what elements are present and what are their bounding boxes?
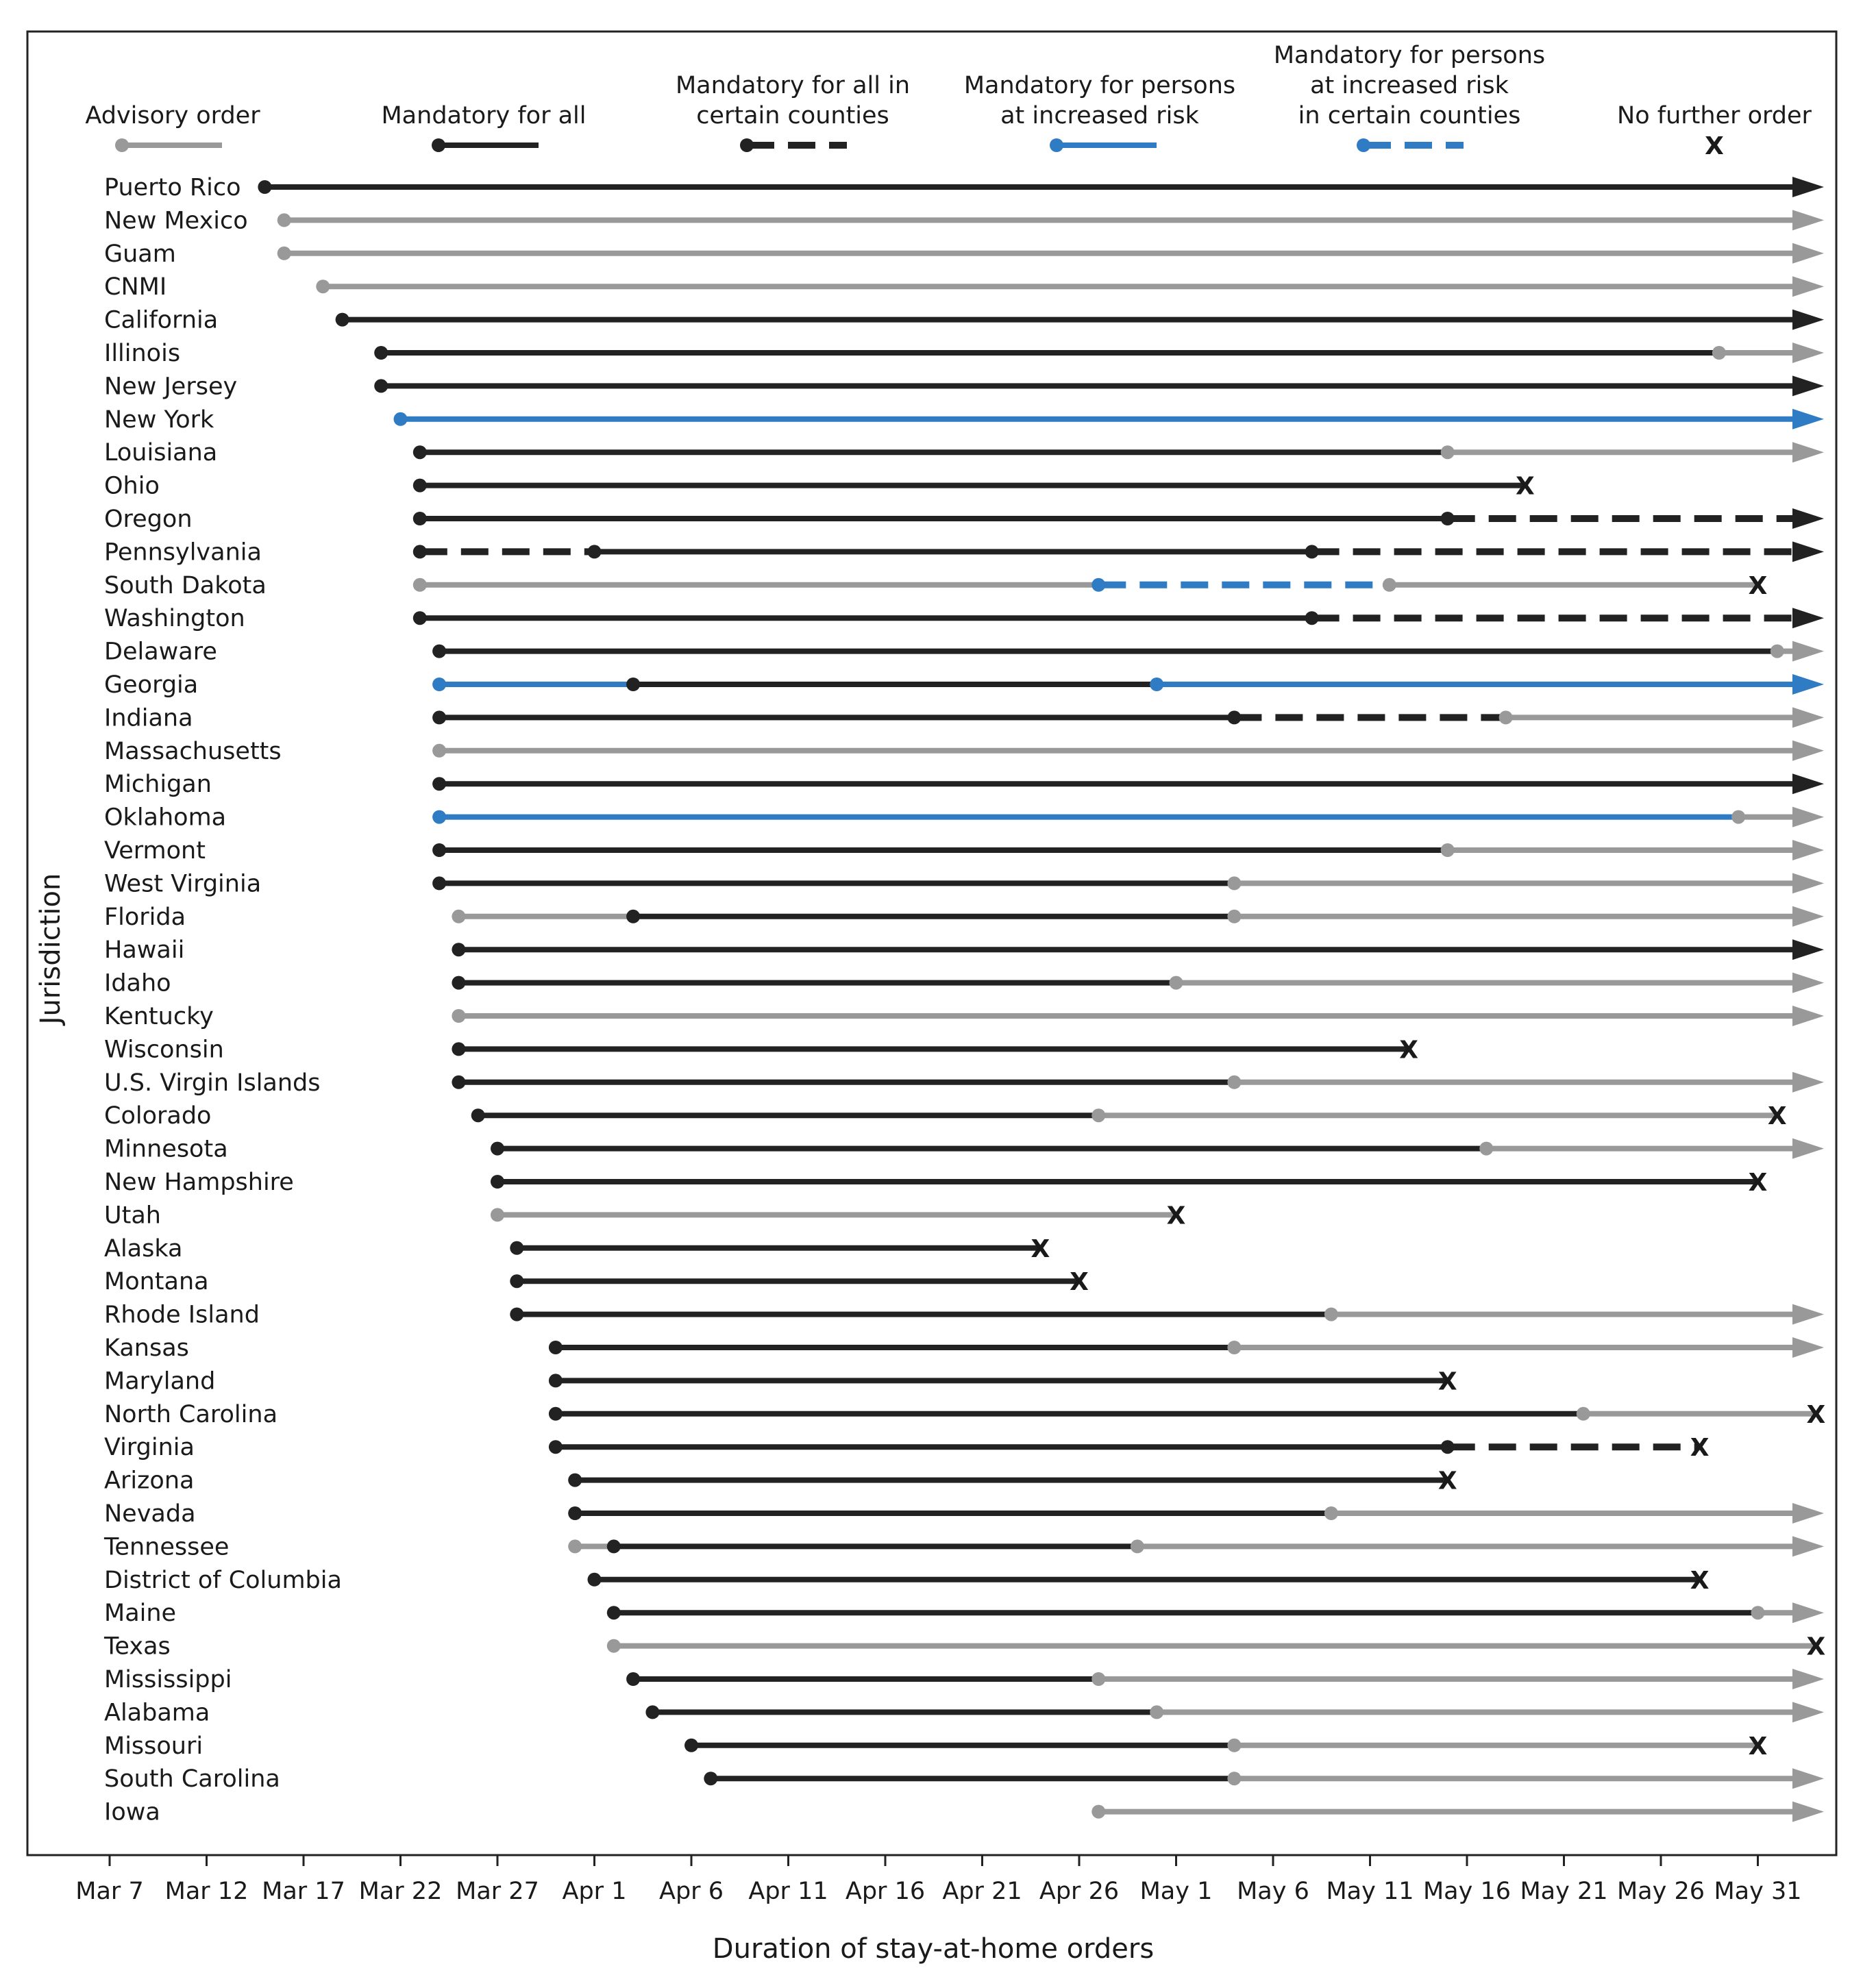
- order-start-dot: [568, 1506, 582, 1520]
- order-start-dot: [1227, 1076, 1241, 1089]
- ongoing-arrow: [1792, 375, 1824, 396]
- row-label: Indiana: [104, 704, 193, 732]
- order-start-dot: [491, 1208, 504, 1221]
- order-start-dot: [1227, 910, 1241, 923]
- row-label: Delaware: [104, 638, 217, 666]
- ongoing-arrow: [1792, 973, 1824, 993]
- ongoing-arrow: [1792, 840, 1824, 860]
- row-montana: [104, 1268, 1089, 1296]
- row-label: Pennsylvania: [104, 538, 262, 567]
- row-label: Rhode Island: [104, 1301, 260, 1329]
- end-x-mark: X: [1399, 1036, 1418, 1065]
- order-start-dot: [607, 1606, 621, 1619]
- row-alaska: [104, 1235, 1050, 1263]
- order-start-dot: [413, 445, 427, 459]
- order-start-dot: [549, 1341, 563, 1354]
- row-label: Wisconsin: [104, 1036, 224, 1064]
- row-west-virginia: [104, 870, 1824, 897]
- row-label: West Virginia: [104, 870, 262, 898]
- legend-swatch-dot: [1050, 138, 1063, 152]
- end-x-mark: X: [1767, 1102, 1787, 1131]
- row-minnesota: [104, 1136, 1824, 1163]
- order-start-dot: [471, 1108, 485, 1122]
- order-start-dot: [1441, 843, 1455, 857]
- row-label: Maryland: [104, 1367, 216, 1395]
- timeline-rows: [103, 174, 1826, 1826]
- ongoing-arrow: [1792, 939, 1824, 960]
- x-tick-label: May 6: [1237, 1878, 1309, 1905]
- ongoing-arrow: [1792, 310, 1824, 330]
- order-start-dot: [1131, 1539, 1144, 1553]
- order-start-dot: [510, 1241, 523, 1255]
- order-start-dot: [1091, 1672, 1105, 1686]
- row-mississippi: [104, 1666, 1824, 1693]
- ongoing-arrow: [1792, 541, 1824, 562]
- row-new-jersey: [104, 373, 1824, 400]
- row-label: Puerto Rico: [104, 174, 241, 201]
- order-start-dot: [491, 1142, 504, 1156]
- order-start-dot: [549, 1374, 563, 1387]
- order-start-dot: [1150, 678, 1163, 691]
- row-indiana: [104, 704, 1824, 732]
- row-michigan: [104, 771, 1824, 798]
- order-start-dot: [1771, 645, 1784, 658]
- order-start-dot: [1324, 1308, 1338, 1321]
- legend-swatch-x-mark: X: [1705, 132, 1724, 160]
- end-x-mark: X: [1748, 571, 1768, 600]
- row-new-mexico: [104, 207, 1824, 234]
- row-oregon: [104, 506, 1824, 533]
- order-start-dot: [684, 1739, 698, 1752]
- row-label: Massachusetts: [104, 737, 282, 765]
- order-start-dot: [645, 1705, 659, 1719]
- row-california: [104, 307, 1824, 334]
- row-label: Virginia: [104, 1434, 195, 1462]
- row-maine: [104, 1600, 1824, 1627]
- row-label: Oklahoma: [104, 804, 227, 832]
- end-x-mark: X: [1438, 1467, 1457, 1495]
- end-x-mark: X: [1748, 1732, 1768, 1761]
- ongoing-arrow: [1792, 177, 1824, 197]
- end-x-mark: X: [1748, 1169, 1768, 1197]
- row-south-carolina: [104, 1765, 1824, 1793]
- order-start-dot: [432, 710, 446, 724]
- row-label: Iowa: [104, 1798, 160, 1826]
- x-tick-label: May 21: [1520, 1878, 1608, 1905]
- legend-label: in certain counties: [1298, 102, 1521, 129]
- order-start-dot: [549, 1407, 563, 1421]
- row-label: Maine: [104, 1600, 177, 1628]
- row-texas: [103, 1633, 1826, 1661]
- order-start-dot: [491, 1175, 504, 1189]
- x-tick-label: May 31: [1714, 1878, 1802, 1905]
- legend-label: Advisory order: [85, 102, 260, 129]
- order-start-dot: [277, 213, 291, 227]
- row-delaware: [104, 638, 1824, 666]
- order-start-dot: [588, 1573, 602, 1587]
- legend-label: No further order: [1617, 102, 1812, 129]
- order-start-dot: [1227, 1341, 1241, 1354]
- order-start-dot: [432, 777, 446, 791]
- row-puerto-rico: [104, 174, 1824, 201]
- row-district-of-columbia: [104, 1567, 1710, 1595]
- order-start-dot: [413, 611, 427, 625]
- ongoing-arrow: [1792, 1304, 1824, 1325]
- order-start-dot: [277, 247, 291, 260]
- row-label: California: [104, 306, 219, 334]
- x-tick-label: Mar 12: [164, 1878, 249, 1905]
- legend-item-none: [1617, 102, 1812, 160]
- ongoing-arrow: [1792, 707, 1824, 728]
- row-label: Oregon: [104, 506, 193, 533]
- legend-label: Mandatory for persons: [963, 72, 1236, 99]
- order-start-dot: [1091, 1108, 1105, 1122]
- order-start-dot: [1305, 545, 1319, 558]
- x-tick-label: Apr 6: [659, 1878, 724, 1905]
- ongoing-arrow: [1792, 1669, 1824, 1689]
- end-x-mark: X: [1690, 1566, 1710, 1595]
- ongoing-arrow: [1792, 442, 1824, 462]
- order-start-dot: [588, 545, 602, 558]
- x-tick-label: Apr 21: [942, 1878, 1022, 1905]
- order-start-dot: [413, 545, 427, 558]
- order-start-dot: [1227, 710, 1241, 724]
- order-start-dot: [452, 976, 465, 990]
- row-idaho: [104, 970, 1824, 997]
- row-label: Alabama: [104, 1699, 210, 1727]
- row-label: Washington: [104, 605, 245, 633]
- order-start-dot: [626, 678, 640, 691]
- ongoing-arrow: [1792, 1702, 1824, 1722]
- legend-item-advisory: [85, 102, 260, 152]
- ongoing-arrow: [1792, 409, 1824, 430]
- order-start-dot: [1227, 1772, 1241, 1785]
- legend-item-risk: [964, 72, 1235, 152]
- order-start-dot: [1383, 578, 1396, 592]
- order-start-dot: [336, 313, 349, 327]
- ongoing-arrow: [1792, 773, 1824, 794]
- order-start-dot: [452, 943, 465, 956]
- order-start-dot: [432, 744, 446, 758]
- row-guam: [104, 240, 1824, 268]
- order-start-dot: [1712, 346, 1726, 360]
- row-illinois: [104, 340, 1824, 367]
- x-tick-label: Mar 27: [456, 1878, 539, 1905]
- row-florida: [104, 904, 1824, 931]
- row-colorado: [104, 1102, 1787, 1130]
- order-start-dot: [704, 1772, 717, 1785]
- row-label: Illinois: [104, 340, 181, 367]
- row-missouri: [104, 1732, 1768, 1761]
- order-start-dot: [1150, 1705, 1163, 1719]
- row-georgia: [104, 671, 1824, 699]
- end-x-mark: X: [1806, 1632, 1826, 1661]
- order-start-dot: [432, 876, 446, 890]
- x-tick-label: May 16: [1422, 1878, 1512, 1905]
- row-label: Missouri: [104, 1732, 203, 1760]
- row-new-york: [104, 406, 1824, 434]
- ongoing-arrow: [1792, 1139, 1824, 1159]
- row-hawaii: [104, 936, 1824, 964]
- legend-item-risk-counties: [1274, 42, 1545, 152]
- legend-swatch-dot: [115, 138, 129, 152]
- row-label: Georgia: [104, 671, 199, 699]
- ongoing-arrow: [1792, 1802, 1824, 1822]
- order-start-dot: [432, 645, 446, 658]
- order-start-dot: [452, 1009, 465, 1023]
- ongoing-arrow: [1792, 873, 1824, 893]
- row-label: Texas: [104, 1632, 171, 1661]
- row-label: Ohio: [104, 472, 160, 500]
- ongoing-arrow: [1792, 508, 1824, 529]
- order-start-dot: [1227, 876, 1241, 890]
- row-cnmi: [104, 273, 1824, 301]
- order-start-dot: [316, 279, 330, 293]
- row-label: New Jersey: [104, 373, 238, 401]
- row-label: South Carolina: [104, 1765, 280, 1793]
- row-utah: [104, 1202, 1186, 1230]
- row-label: Idaho: [104, 969, 171, 997]
- order-start-dot: [549, 1440, 563, 1454]
- ongoing-arrow: [1792, 1072, 1824, 1093]
- row-label: Arizona: [104, 1467, 195, 1495]
- row-label: Hawaii: [104, 936, 185, 965]
- end-x-mark: X: [1806, 1400, 1826, 1429]
- order-start-dot: [1499, 710, 1513, 724]
- legend-label: certain counties: [696, 102, 889, 129]
- row-label: U.S. Virgin Islands: [104, 1069, 321, 1097]
- x-tick-label: Apr 26: [1039, 1878, 1120, 1905]
- row-vermont: [104, 837, 1824, 865]
- x-tick-label: May 26: [1616, 1878, 1705, 1905]
- row-alabama: [104, 1699, 1824, 1726]
- row-ohio: [104, 473, 1535, 501]
- row-label: New York: [104, 406, 214, 434]
- ongoing-arrow: [1792, 1602, 1824, 1623]
- row-kentucky: [104, 1003, 1824, 1030]
- row-kansas: [104, 1334, 1824, 1362]
- ongoing-arrow: [1792, 674, 1824, 695]
- legend-swatch-dot: [740, 138, 754, 152]
- order-start-dot: [568, 1539, 582, 1553]
- ongoing-arrow: [1792, 807, 1824, 828]
- order-start-dot: [1479, 1142, 1493, 1156]
- order-start-dot: [1577, 1407, 1590, 1421]
- x-axis: [75, 1855, 1801, 1905]
- ongoing-arrow: [1792, 343, 1824, 363]
- row-south-dakota: [104, 572, 1768, 600]
- row-label: CNMI: [104, 273, 167, 301]
- order-start-dot: [432, 678, 446, 691]
- row-label: Alaska: [104, 1234, 183, 1263]
- row-label: Mississippi: [104, 1666, 232, 1693]
- row-louisiana: [104, 439, 1824, 467]
- order-start-dot: [413, 578, 427, 592]
- order-start-dot: [568, 1474, 582, 1487]
- legend-label: Mandatory for persons: [1273, 42, 1546, 69]
- ongoing-arrow: [1792, 741, 1824, 761]
- x-tick-label: Apr 11: [748, 1878, 828, 1905]
- order-start-dot: [1441, 512, 1455, 525]
- order-start-dot: [607, 1539, 621, 1553]
- x-tick-label: Apr 1: [562, 1878, 627, 1905]
- ongoing-arrow: [1792, 906, 1824, 927]
- order-start-dot: [510, 1274, 523, 1288]
- row-tennessee: [103, 1533, 1824, 1561]
- order-start-dot: [394, 412, 408, 426]
- y-axis-title: Jurisdiction: [35, 873, 66, 1025]
- row-iowa: [104, 1799, 1824, 1826]
- row-label: Kentucky: [104, 1003, 214, 1030]
- x-axis-title: Duration of stay-at-home orders: [712, 1933, 1155, 1965]
- order-start-dot: [626, 910, 640, 923]
- legend-swatch-dot: [1357, 138, 1370, 152]
- order-start-dot: [432, 843, 446, 857]
- order-start-dot: [510, 1308, 523, 1321]
- legend-item-mandatory: [381, 102, 586, 152]
- end-x-mark: X: [1690, 1434, 1710, 1463]
- order-start-dot: [1731, 810, 1745, 824]
- row-label: Montana: [104, 1268, 209, 1296]
- order-start-dot: [452, 1042, 465, 1056]
- order-start-dot: [452, 910, 465, 923]
- row-massachusetts: [104, 738, 1824, 765]
- x-tick-label: Apr 16: [845, 1878, 926, 1905]
- x-tick-label: Mar 7: [75, 1878, 144, 1905]
- order-start-dot: [374, 379, 388, 393]
- x-tick-label: May 1: [1139, 1878, 1213, 1905]
- row-label: Guam: [104, 240, 176, 268]
- row-arizona: [104, 1467, 1457, 1495]
- ongoing-arrow: [1792, 1006, 1824, 1026]
- row-label: Utah: [104, 1202, 161, 1230]
- x-tick-label: Mar 17: [262, 1878, 345, 1905]
- row-nevada: [104, 1500, 1824, 1528]
- row-label: New Mexico: [104, 207, 248, 235]
- legend-label: at increased risk: [1000, 102, 1199, 129]
- row-u-s-virgin-islands: [104, 1069, 1824, 1097]
- row-wisconsin: [104, 1036, 1418, 1064]
- end-x-mark: X: [1516, 472, 1535, 501]
- row-label: South Dakota: [104, 571, 267, 599]
- order-start-dot: [258, 180, 271, 194]
- order-start-dot: [1091, 578, 1105, 592]
- row-label: District of Columbia: [104, 1566, 342, 1594]
- order-start-dot: [413, 512, 427, 525]
- legend-label: Mandatory for all: [381, 102, 587, 129]
- row-label: North Carolina: [104, 1400, 278, 1428]
- order-start-dot: [1091, 1805, 1105, 1819]
- row-pennsylvania: [104, 538, 1824, 566]
- ongoing-arrow: [1792, 1768, 1824, 1789]
- ongoing-arrow: [1792, 243, 1824, 264]
- row-label: Louisiana: [104, 439, 218, 467]
- ongoing-arrow: [1792, 1337, 1824, 1358]
- end-x-mark: X: [1070, 1268, 1089, 1297]
- ongoing-arrow: [1792, 210, 1824, 230]
- x-tick-label: Mar 22: [358, 1878, 443, 1905]
- order-start-dot: [452, 1076, 465, 1089]
- end-x-mark: X: [1166, 1202, 1186, 1230]
- end-x-mark: X: [1031, 1234, 1050, 1263]
- order-start-dot: [1305, 611, 1319, 625]
- order-start-dot: [413, 479, 427, 493]
- ongoing-arrow: [1792, 276, 1824, 297]
- order-start-dot: [1441, 445, 1455, 459]
- row-maryland: [104, 1367, 1457, 1395]
- order-start-dot: [607, 1639, 621, 1653]
- row-label: Vermont: [104, 837, 206, 865]
- order-start-dot: [1227, 1739, 1241, 1752]
- row-label: Kansas: [104, 1334, 189, 1362]
- legend-item-mandatory-counties: [676, 72, 910, 152]
- ongoing-arrow: [1792, 641, 1824, 662]
- row-label: Tennessee: [104, 1533, 230, 1561]
- ongoing-arrow: [1792, 608, 1824, 628]
- row-virginia: [104, 1434, 1710, 1462]
- row-north-carolina: [104, 1401, 1826, 1429]
- order-start-dot: [374, 346, 388, 360]
- order-start-dot: [432, 810, 446, 824]
- row-rhode-island: [104, 1302, 1824, 1329]
- order-start-dot: [1170, 976, 1183, 990]
- row-label: Minnesota: [104, 1135, 228, 1163]
- row-label: Michigan: [104, 771, 212, 799]
- row-label: Nevada: [104, 1500, 196, 1528]
- row-label: Florida: [104, 903, 186, 931]
- row-washington: [104, 605, 1824, 632]
- row-label: New Hampshire: [104, 1169, 294, 1196]
- ongoing-arrow: [1792, 1536, 1824, 1556]
- row-label: Colorado: [104, 1102, 212, 1130]
- x-tick-label: May 11: [1326, 1878, 1414, 1905]
- order-start-dot: [1441, 1440, 1455, 1454]
- ongoing-arrow: [1792, 1503, 1824, 1524]
- legend-label: at increased risk: [1310, 72, 1509, 99]
- order-start-dot: [1751, 1606, 1765, 1619]
- order-start-dot: [1324, 1506, 1338, 1520]
- end-x-mark: X: [1438, 1367, 1457, 1396]
- row-new-hampshire: [104, 1169, 1768, 1197]
- legend-swatch-dot: [432, 138, 445, 152]
- row-oklahoma: [104, 804, 1824, 832]
- legend: [85, 42, 1812, 160]
- legend-label: Mandatory for all in: [675, 72, 911, 99]
- order-start-dot: [626, 1672, 640, 1686]
